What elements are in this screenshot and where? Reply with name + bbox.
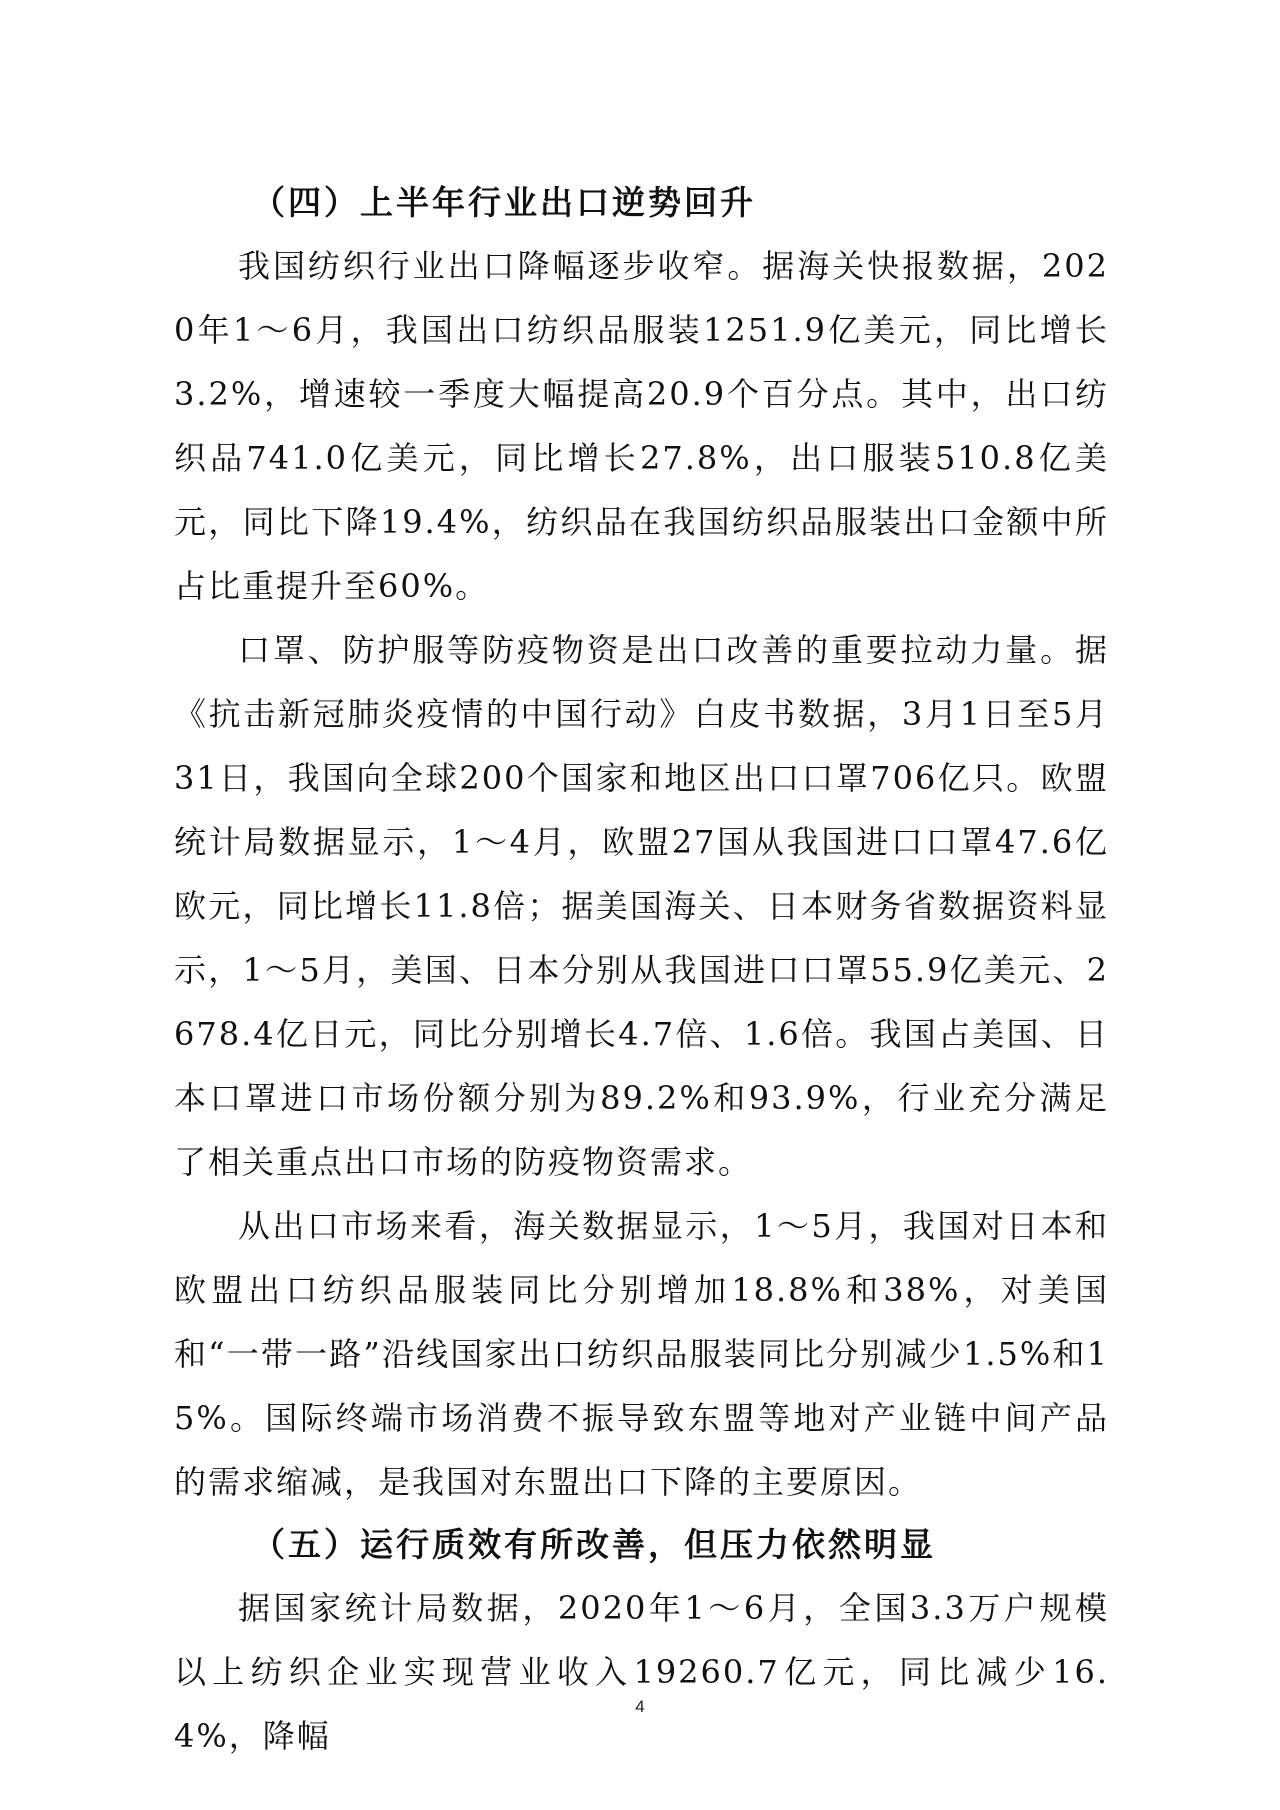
paragraph-export-overview: 我国纺织行业出口降幅逐步收窄。据海关快报数据，2020年1～6月，我国出口纺织品服装1251.9亿美元，同比增长3.2%，增速较一季度大幅提高20.9个百分点。其中，出口纺织品741.0亿美元，同比增长27.8%，出口服装510.8亿美元，同比下降19.4%，纺织品在我国纺织品服装出口金额中所占比重提升至60%。	[174, 247, 1109, 605]
paragraph-export-markets: 从出口市场来看，海关数据显示，1～5月，我国对日本和欧盟出口纺织品服装同比分别增加18.8%和38%，对美国和“一带一路”沿线国家出口纺织品服装同比分别减少1.5%和15%。国际终端市场消费不振导致东盟等地对产业链中间产品的需求缩减，是我国对东盟出口下降的主要原因。	[174, 1207, 1109, 1501]
page-number: 4	[635, 1697, 645, 1716]
paragraph-epidemic-supplies: 口罩、防护服等防疫物资是出口改善的重要拉动力量。据《抗击新冠肺炎疫情的中国行动》白皮书数据，3月1日至5月31日，我国向全球200个国家和地区出口口罩706亿只。欧盟统计局数据显示，1～4月，欧盟27国从我国进口口罩47.6亿欧元，同比增长11.8倍；据美国海关、日本财务省数据资料显示，1～5月，美国、日本分别从我国进口口罩55.9亿美元、2678.4亿日元，同比分别增长4.7倍、1.6倍。我国占美国、日本口罩进口市场份额分别为89.2%和93.9%，行业充分满足了相关重点出口市场的防疫物资需求。	[174, 631, 1109, 1181]
section-heading-export: （四）上半年行业出口逆势回升	[252, 183, 756, 222]
paragraph-revenue: 据国家统计局数据，2020年1～6月，全国3.3万户规模以上纺织企业实现营业收入19260.7亿元，同比减少16.4%，降幅	[174, 1589, 1109, 1755]
page-body	[174, 172, 1109, 1768]
section-heading-efficiency: （五）运行质效有所改善，但压力依然明显	[252, 1525, 936, 1564]
